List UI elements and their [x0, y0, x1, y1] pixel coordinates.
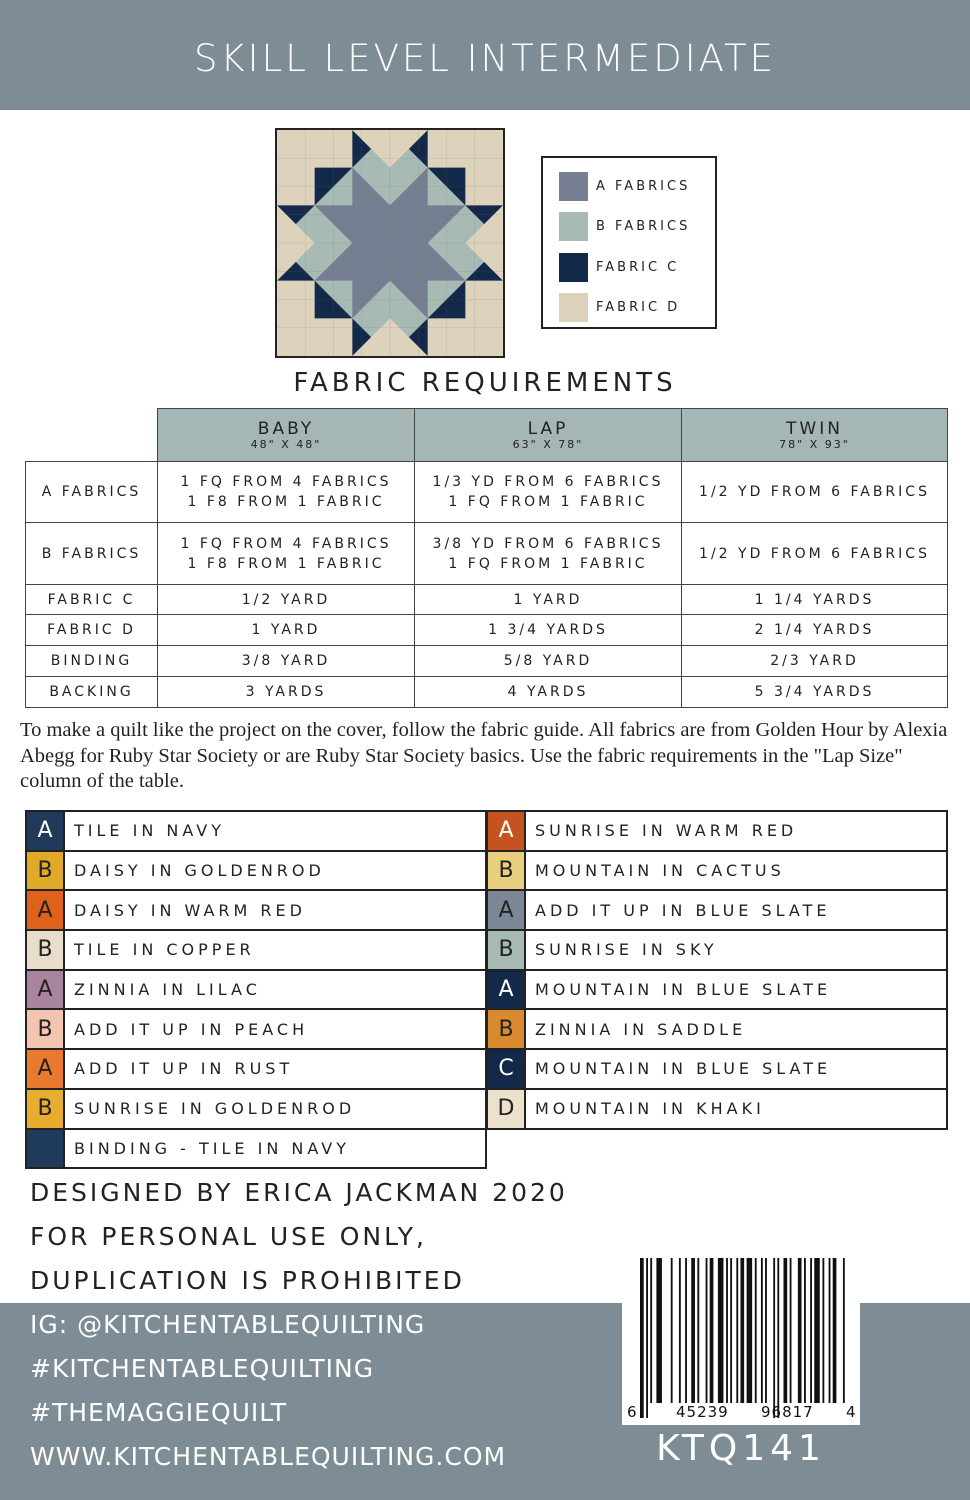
cell-line: 1/2 YD FROM 6 FABRICS [699, 545, 930, 562]
barcode-bar [784, 1258, 788, 1403]
fabric-requirements-title: FABRIC REQUIREMENTS [293, 368, 677, 398]
cell-line: 1 F8 FROM 1 FABRIC [187, 555, 385, 572]
cell-line: 1 1/4 YARDS [754, 591, 875, 608]
legend-item [559, 288, 699, 329]
fabric-name: ADD IT UP IN RUST [74, 1059, 294, 1079]
barcode-bar [646, 1258, 648, 1418]
barcode-bar [718, 1258, 724, 1403]
column-size: 48" X 48" [250, 437, 322, 451]
column-header [682, 409, 948, 462]
fabric-letter-badge: A [27, 891, 65, 929]
table-cell [415, 677, 682, 708]
skill-level-title: SKILL LEVEL INTERMEDIATE [193, 37, 777, 80]
column-header [158, 409, 415, 462]
row-label: B FABRICS [26, 523, 158, 585]
website-link[interactable]: WWW.KITCHENTABLEQUILTING.COM [30, 1442, 507, 1471]
barcode-bar [685, 1258, 687, 1403]
barcode-bar [761, 1258, 763, 1403]
fabric-list-item [27, 812, 485, 852]
barcode-bar [790, 1258, 792, 1403]
cell-line: 1/3 YD FROM 6 FABRICS [432, 474, 664, 490]
row-label: BACKING [26, 677, 158, 708]
legend-label: B FABRICS [596, 219, 691, 235]
hashtag: #THEMAGGIEQUILT [30, 1398, 288, 1427]
color-swatch [559, 172, 588, 201]
fabric-name: ADD IT UP IN PEACH [74, 1019, 309, 1039]
fabric-letter-badge: B [27, 1010, 65, 1048]
fabric-list-item [27, 971, 485, 1011]
cell-line: 1 F8 FROM 1 FABRIC [187, 494, 385, 510]
fabric-name: SUNRISE IN WARM RED [535, 821, 798, 841]
table-cell [158, 615, 415, 646]
barcode-digit: 4 [846, 1403, 856, 1421]
barcode-bar [691, 1258, 695, 1403]
table-cell [158, 523, 415, 585]
product-code: KTQ141 [656, 1428, 826, 1469]
fabric-legend [541, 156, 717, 329]
barcode-digits-left: 45239 [676, 1403, 729, 1421]
fabric-list-item [27, 891, 485, 931]
table-row [26, 677, 948, 708]
column-size: 63" X 78" [512, 437, 584, 451]
fabric-list-item [488, 852, 946, 892]
cell-line: 1 FQ FROM 4 FABRICS [180, 535, 392, 552]
table-row [26, 462, 948, 523]
row-label: BINDING [26, 646, 158, 677]
table-cell [682, 585, 948, 615]
row-label: FABRIC D [26, 615, 158, 646]
credit-line: FOR PERSONAL USE ONLY, [30, 1222, 427, 1251]
barcode-bar [736, 1258, 738, 1403]
column-header [415, 409, 682, 462]
column-name: TWIN [786, 418, 843, 439]
legend-label: A FABRICS [596, 178, 691, 194]
cell-line: 1 YARD [251, 622, 321, 638]
fabric-letter-badge: A [488, 812, 526, 850]
barcode-bar [640, 1258, 644, 1418]
table-cell [682, 677, 948, 708]
fabric-name: ZINNIA IN LILAC [74, 980, 261, 1000]
legend-item [559, 207, 699, 248]
cell-line: 1 3/4 YARDS [488, 622, 608, 638]
fabric-letter-badge: A [488, 891, 526, 929]
cell-line: 3/8 YARD [241, 653, 331, 669]
fabric-name: DAISY IN WARM RED [74, 900, 306, 920]
color-swatch [559, 212, 588, 241]
table-cell [415, 646, 682, 677]
fabric-list-left [25, 810, 487, 1169]
cell-line: 3/8 YD FROM 6 FABRICS [432, 535, 664, 552]
fabric-list-item [488, 931, 946, 971]
fabric-name: SUNRISE IN SKY [535, 940, 718, 960]
barcode-bar [679, 1258, 681, 1403]
fabric-list-item [488, 891, 946, 931]
cell-line: 5 3/4 YARDS [754, 684, 875, 700]
barcode-bar [755, 1258, 757, 1403]
fabric-requirements-table [25, 408, 948, 708]
table-cell [682, 646, 948, 677]
fabric-letter-badge: C [488, 1050, 526, 1088]
fabric-name: MOUNTAIN IN BLUE SLATE [535, 1059, 832, 1079]
hashtag: #KITCHENTABLEQUILTING [30, 1354, 375, 1383]
fabric-name: BINDING - TILE IN NAVY [74, 1138, 350, 1158]
barcode-bar [650, 1258, 652, 1403]
legend-label: FABRIC C [596, 259, 680, 275]
fabric-list-item [27, 1050, 485, 1090]
fabric-list-item [488, 971, 946, 1011]
fabric-letter-badge: B [27, 931, 65, 969]
column-size: 78" X 93" [779, 437, 850, 451]
barcode-bar [740, 1258, 744, 1403]
table-cell [158, 646, 415, 677]
legend-item [559, 166, 699, 207]
empty-header [26, 409, 158, 462]
barcode-bar [726, 1258, 728, 1403]
instagram-handle: IG: @KITCHENTABLEQUILTING [30, 1310, 426, 1339]
row-label: A FABRICS [26, 462, 158, 523]
cell-line: 2 1/4 YARDS [754, 622, 875, 638]
barcode-bar [814, 1258, 820, 1403]
barcode-bar [765, 1258, 767, 1403]
fabric-letter-badge: B [488, 852, 526, 890]
barcode-bar [671, 1258, 673, 1403]
table-header-row [26, 409, 948, 462]
table-row [26, 585, 948, 615]
cell-line: 1 FQ FROM 4 FABRICS [180, 474, 392, 490]
table-row [26, 523, 948, 585]
barcode-bar [773, 1258, 775, 1418]
barcode-bar [710, 1258, 714, 1403]
barcode-bar [810, 1258, 812, 1403]
barcode-bar [747, 1258, 753, 1403]
fabric-name: MOUNTAIN IN BLUE SLATE [535, 980, 832, 1000]
fabric-list-item [27, 1130, 485, 1170]
barcode-digit: 6 [627, 1403, 637, 1421]
fabric-list-item [27, 1010, 485, 1050]
barcode-bar [730, 1258, 732, 1403]
barcode-bar [843, 1258, 845, 1403]
fabric-letter-badge: B [27, 1090, 65, 1128]
fabric-name: TILE IN NAVY [74, 821, 225, 841]
barcode-bar [706, 1258, 708, 1403]
fabric-list-item [488, 1050, 946, 1090]
cell-line: 1 YARD [513, 591, 583, 608]
fabric-letter-badge [27, 1130, 65, 1168]
cell-line: 5/8 YARD [503, 653, 593, 669]
cell-line: 1 FQ FROM 1 FABRIC [448, 494, 648, 510]
legend-label: FABRIC D [596, 300, 681, 316]
fabric-letter-badge: A [27, 812, 65, 850]
barcode-bar [822, 1258, 824, 1403]
barcode-bar [656, 1258, 662, 1403]
fabric-list-item [488, 1090, 946, 1130]
table-cell [415, 462, 682, 523]
credit-line: DUPLICATION IS PROHIBITED [30, 1266, 465, 1295]
fabric-name: DAISY IN GOLDENROD [74, 861, 325, 881]
fabric-letter-badge: A [27, 1050, 65, 1088]
fabric-name: ZINNIA IN SADDLE [535, 1019, 747, 1039]
row-label: FABRIC C [26, 585, 158, 615]
fabric-letter-badge: D [488, 1090, 526, 1128]
cell-line: 1 FQ FROM 1 FABRIC [448, 555, 648, 572]
cell-line: 1/2 YARD [241, 591, 331, 608]
fabric-name: SUNRISE IN GOLDENROD [74, 1099, 356, 1119]
barcode-bar [804, 1258, 806, 1403]
barcode-bar [798, 1258, 802, 1403]
fabric-letter-badge: A [488, 971, 526, 1009]
fabric-list-right [486, 810, 948, 1130]
barcode-bar [829, 1258, 831, 1403]
table-cell [415, 615, 682, 646]
table-cell [682, 615, 948, 646]
fabric-name: MOUNTAIN IN KHAKI [535, 1099, 765, 1119]
cell-line: 1/2 YD FROM 6 FABRICS [699, 484, 930, 500]
table-cell [158, 677, 415, 708]
fabric-letter-badge: B [488, 931, 526, 969]
intro-paragraph: To make a quilt like the project on the cover, follow the fabric guide. All fabrics are from Golden Hour by Alexia Abegg for Ruby Star Society or are Ruby Star Society basics. Use the fabric requirements in the "Lap Size" column of the table. [20, 719, 948, 792]
table-row [26, 646, 948, 677]
fabric-list-item [488, 1010, 946, 1050]
fabric-name: TILE IN COPPER [74, 940, 255, 960]
table-row [26, 615, 948, 646]
table-cell [158, 585, 415, 615]
table-cell [682, 523, 948, 585]
column-name: BABY [257, 418, 315, 439]
fabric-list-item [27, 1090, 485, 1130]
column-name: LAP [527, 418, 569, 439]
fabric-list-item [27, 931, 485, 971]
legend-item [559, 247, 699, 288]
barcode-digits-right: 96817 [761, 1403, 814, 1421]
cell-line: 4 YARDS [507, 684, 589, 700]
fabric-list-item [27, 852, 485, 892]
table-cell [415, 523, 682, 585]
cell-line: 2/3 YARD [770, 653, 859, 669]
barcode-bar [777, 1258, 779, 1418]
barcode [622, 1255, 860, 1425]
cell-line: 3 YARDS [245, 684, 327, 700]
color-swatch [559, 293, 588, 322]
quilt-block-diagram [275, 128, 505, 358]
fabric-name: MOUNTAIN IN CACTUS [535, 861, 785, 881]
fabric-letter-badge: A [27, 971, 65, 1009]
color-swatch [559, 253, 588, 282]
header-band [0, 0, 970, 110]
barcode-bar [697, 1258, 699, 1403]
table-cell [158, 462, 415, 523]
fabric-letter-badge: B [488, 1010, 526, 1048]
fabric-letter-badge: B [27, 852, 65, 890]
barcode-bar [833, 1258, 837, 1403]
table-cell [682, 462, 948, 523]
table-cell [415, 585, 682, 615]
fabric-name: ADD IT UP IN BLUE SLATE [535, 900, 831, 920]
credit-line: DESIGNED BY ERICA JACKMAN 2020 [30, 1178, 568, 1207]
fabric-list-item [488, 812, 946, 852]
